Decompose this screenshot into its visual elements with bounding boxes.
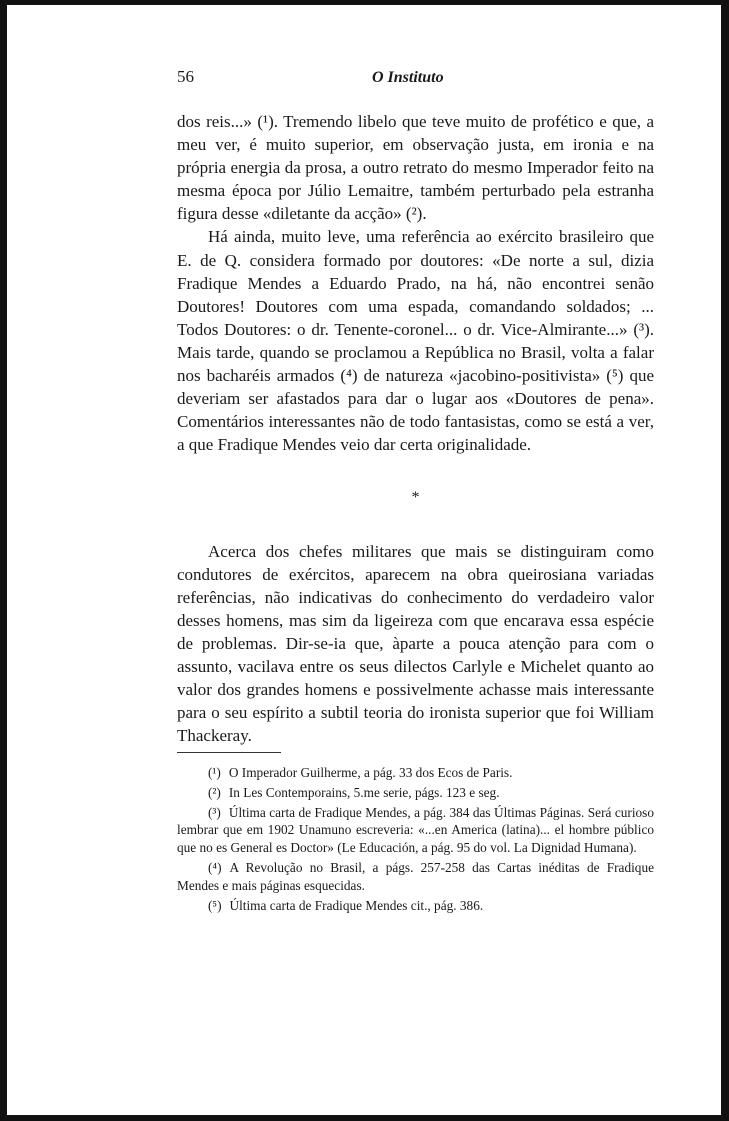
section-separator: * — [411, 489, 420, 507]
paragraph-1: dos reis...» (¹). Tremendo libelo que teve muito de profético e que, a meu ver, é muito superior, em observação justa, em ironia e na própria energia da prosa, a outro retrato do mesmo Imperador feito na mesma época por Júlio Lemaitre, também perturbado pela estranha figura desse «diletante da acção» (²). — [177, 112, 654, 224]
footnote-text: Última carta de Fradique Mendes, a pág. 384 das Últimas Páginas. Será curioso lembrar que em 1902 Unamuno escreveria: «...en America (latina)... el hombre público que no es General es Doctor» (Le Educación, a pág. 95 do vol. La Dignidad Humana). — [177, 804, 654, 856]
page-number: 56 — [177, 67, 194, 86]
body-text — [177, 110, 654, 747]
book-page — [7, 5, 721, 1115]
running-title: O Instituto — [372, 69, 444, 86]
footnote-text: Última carta de Fradique Mendes cit., pág. 386. — [229, 897, 484, 913]
footnote-number: (¹) — [208, 765, 221, 780]
running-head — [7, 67, 721, 91]
footnote — [177, 897, 654, 915]
footnote-number: (⁵) — [208, 897, 222, 913]
footnotes — [177, 764, 654, 916]
footnote — [177, 804, 654, 857]
footnote-text: A Revolução no Brasil, a págs. 257-258 das Cartas inéditas de Fradique Mendes e mais páginas esquecidas. — [177, 859, 654, 893]
footnote — [177, 764, 654, 782]
footnote-rule — [177, 752, 281, 753]
footnote-number: (⁴) — [208, 859, 222, 875]
paragraph-2: Há ainda, muito leve, uma referência ao exército brasileiro que E. de Q. considera formado por doutores: «De norte a sul, dizia Fradique Mendes a Eduardo Prado, na há, não encontrei senão Doutores! Doutores com uma espada, comandando soldados; ... Todos Doutores: o dr. Tenente-coronel... o dr. Vice-Almirante...» (³). Mais tarde, quando se proclamou a República no Brasil, volta a falar nos bacharéis armados (⁴) de natureza «jacobino-positivista» (⁵) que deveriam ser afastados para dar o lugar aos «Doutores de pena». Comentários interessantes não de todo fantasistas, como se está a ver, a que Fradique Mendes veio dar certa originalidade. — [177, 227, 654, 455]
footnote — [177, 859, 654, 895]
paragraph-3: Acerca dos chefes militares que mais se distinguiram como condutores de exércitos, aparecem na obra queirosiana variadas referências, não indicativas do conhecimento do verdadeiro valor desses homens, mas sim da ligeireza com que encarava essa espécie de problemas. Dir-se-ia que, àparte a pouca atenção para com o assunto, vacilava entre os seus dilectos Carlyle e Michelet quanto ao valor dos grandes homens e possivelmente achasse mais interessante para o seu espírito a subtil teoria do ironista superior que foi William Thackeray. — [177, 541, 654, 746]
footnote — [177, 784, 654, 802]
footnote-number: (³) — [208, 804, 221, 820]
footnote-number: (²) — [208, 784, 221, 800]
footnote-text: In Les Contemporains, 5.me serie, págs. 123 e seg. — [228, 784, 500, 800]
footnote-text: O Imperador Guilherme, a pág. 33 dos Ecos de Paris. — [228, 765, 513, 780]
